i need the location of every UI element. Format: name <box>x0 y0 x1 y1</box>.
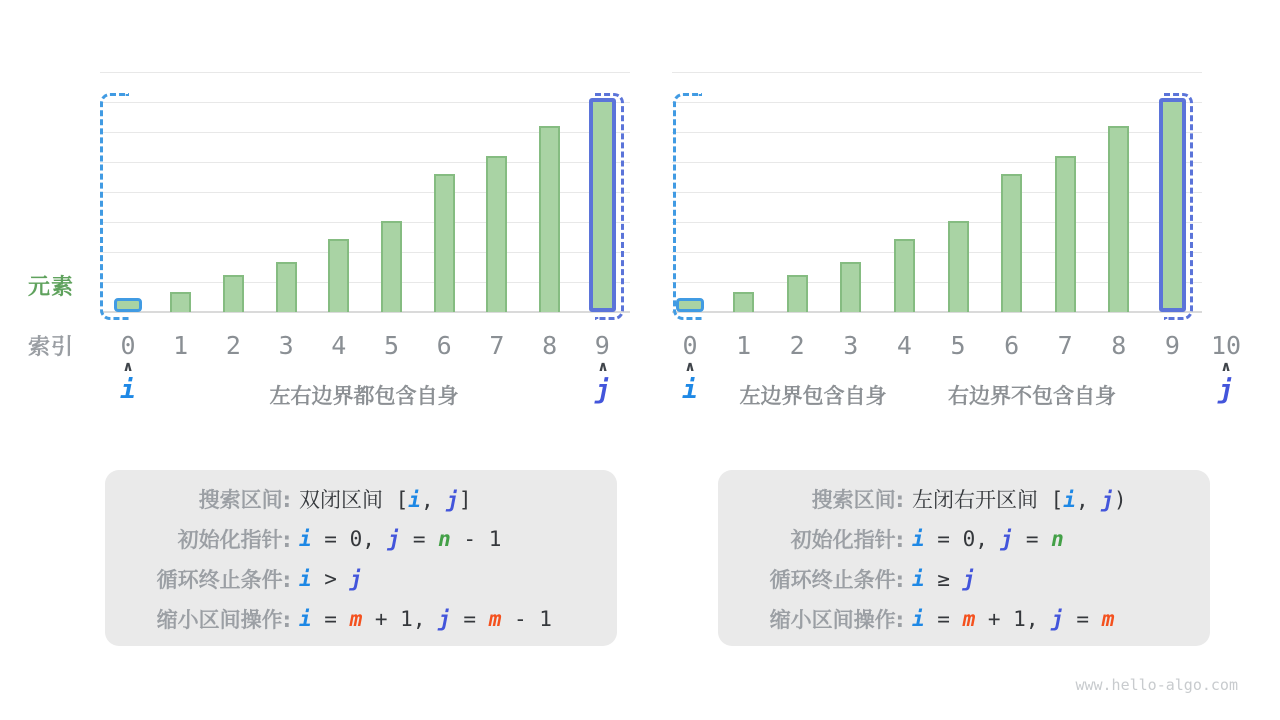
index-label-5: 5 <box>950 331 966 360</box>
formula-row <box>718 479 1210 519</box>
formula-segment: = <box>450 607 489 631</box>
formula-segment: + 1, <box>362 607 439 631</box>
formula-segment: j <box>349 567 363 591</box>
formula-row <box>718 519 1210 559</box>
range-bracket-right-icon <box>1164 93 1193 320</box>
formula-segment: n <box>1051 527 1064 551</box>
formula-segment: i <box>1063 488 1076 512</box>
interval-annotation: 左右边界都包含自身 <box>269 384 459 408</box>
formula-segment: i <box>299 567 312 591</box>
pointer-j-label: j <box>1218 375 1234 405</box>
row-value <box>912 527 1210 551</box>
index-label-3: 3 <box>278 331 294 360</box>
formula-segment: j <box>438 607 451 631</box>
index-axis-label: 索引 <box>28 335 75 360</box>
up-caret-icon: ∧ <box>1220 359 1232 375</box>
up-caret-icon: ∧ <box>597 359 609 375</box>
website-watermark: www.hello-algo.com <box>1075 676 1238 694</box>
formula-segment: i <box>912 607 925 631</box>
row-value <box>912 484 1210 514</box>
row-value <box>912 607 1210 631</box>
array-element-bar-4 <box>328 239 349 312</box>
array-element-bar-4 <box>894 239 915 312</box>
array-element-bar-7 <box>486 156 507 312</box>
array-element-bar-2 <box>787 275 808 312</box>
row-label: 循环终止条件: <box>769 568 904 592</box>
formula-segment: , <box>420 488 447 512</box>
array-element-bar-2 <box>223 275 244 312</box>
row-label: 缩小区间操作: <box>156 608 291 632</box>
formula-segment: - 1 <box>450 527 502 551</box>
index-label-0: 0 <box>682 331 698 360</box>
formula-segment: j <box>1000 527 1014 551</box>
formula-segment: = <box>924 607 963 631</box>
row-label: 缩小区间操作: <box>769 608 904 632</box>
formula-segment: = <box>311 607 350 631</box>
row-label: 搜索区间: <box>198 488 291 512</box>
formula-segment: = <box>1063 607 1102 631</box>
index-label-7: 7 <box>1057 331 1073 360</box>
formula-segment: i <box>912 567 925 591</box>
formula-segment: > <box>311 567 350 591</box>
formula-segment: m <box>1101 607 1115 631</box>
formula-segment: + 1, <box>975 607 1052 631</box>
index-label-2: 2 <box>225 331 241 360</box>
array-element-bar-1 <box>733 292 754 312</box>
index-label-9: 9 <box>1164 331 1180 360</box>
gridline <box>100 102 630 103</box>
formula-row <box>105 519 617 559</box>
formula-segment: m <box>488 607 502 631</box>
formula-segment: j <box>1101 488 1114 512</box>
closed-interval-chart <box>100 72 630 408</box>
range-bracket-left-icon <box>673 93 702 320</box>
half-open-interval-chart <box>672 72 1242 408</box>
formula-segment: j <box>387 527 401 551</box>
index-label-8: 8 <box>1111 331 1127 360</box>
range-bracket-left-icon <box>100 93 129 320</box>
index-label-6: 6 <box>436 331 452 360</box>
array-element-bar-1 <box>170 292 191 312</box>
up-caret-icon: ∧ <box>122 359 134 375</box>
index-label-9: 9 <box>594 331 610 360</box>
formula-segment: m <box>349 607 363 631</box>
half-open-interval-formula-box <box>718 470 1210 646</box>
formula-segment: = <box>400 527 439 551</box>
range-bracket-right-icon <box>595 93 624 320</box>
array-element-bar-3 <box>840 262 861 312</box>
formula-segment: i <box>299 607 312 631</box>
array-element-bar-3 <box>276 262 297 312</box>
formula-segment: j <box>1051 607 1064 631</box>
index-label-0: 0 <box>120 331 136 360</box>
formula-segment: = <box>1013 527 1052 551</box>
row-value <box>299 607 617 631</box>
formula-row <box>718 559 1210 599</box>
formula-segment: i <box>912 527 925 551</box>
left-bound-annotation: 左边界包含自身 <box>739 384 887 408</box>
index-label-7: 7 <box>489 331 505 360</box>
array-element-bar-5 <box>948 221 969 312</box>
formula-row <box>105 599 617 639</box>
closed-interval-formula-box <box>105 470 617 646</box>
element-axis-label: 元素 <box>28 275 75 300</box>
index-label-3: 3 <box>843 331 859 360</box>
index-label-6: 6 <box>1004 331 1020 360</box>
row-label: 搜索区间: <box>811 488 904 512</box>
formula-segment: j <box>962 567 976 591</box>
formula-segment: ≥ <box>924 567 963 591</box>
gridline <box>672 72 1202 73</box>
formula-row <box>718 599 1210 639</box>
formula-row <box>105 559 617 599</box>
formula-segment: n <box>438 527 451 551</box>
array-element-bar-6 <box>1001 174 1022 312</box>
array-element-bar-7 <box>1055 156 1076 312</box>
row-label: 循环终止条件: <box>156 568 291 592</box>
pointer-i-label: i <box>682 375 698 405</box>
index-label-10: 10 <box>1210 331 1242 360</box>
formula-segment: 左闭右开区间 [ <box>912 488 1064 512</box>
array-element-bar-5 <box>381 221 402 312</box>
right-bound-annotation: 右边界不包含自身 <box>948 384 1116 408</box>
array-element-bar-8 <box>1108 126 1129 312</box>
array-element-bar-6 <box>434 174 455 312</box>
formula-segment: - 1 <box>501 607 552 631</box>
row-value <box>299 567 617 591</box>
index-label-5: 5 <box>383 331 400 360</box>
formula-segment: 双闭区间 [ <box>299 488 409 512</box>
pointer-j-label: j <box>595 375 611 405</box>
index-label-2: 2 <box>789 331 805 360</box>
gridline <box>100 72 630 73</box>
formula-segment: , <box>1075 488 1102 512</box>
index-label-1: 1 <box>736 331 752 360</box>
index-label-4: 4 <box>331 331 347 360</box>
pointer-i-label: i <box>120 375 136 405</box>
formula-segment: m <box>962 607 976 631</box>
formula-segment: = 0, <box>924 527 1001 551</box>
formula-segment: ] <box>458 488 472 512</box>
row-value <box>299 527 617 551</box>
index-label-4: 4 <box>896 331 912 360</box>
formula-segment: j <box>446 488 459 512</box>
index-label-8: 8 <box>542 331 558 360</box>
row-label: 初始化指针: <box>177 528 291 552</box>
formula-segment: = 0, <box>311 527 388 551</box>
gridline <box>672 102 1202 103</box>
index-label-1: 1 <box>173 331 189 360</box>
formula-segment: i <box>408 488 421 512</box>
up-caret-icon: ∧ <box>684 359 696 375</box>
array-element-bar-8 <box>539 126 560 312</box>
formula-segment: i <box>299 527 312 551</box>
row-value <box>912 567 1210 591</box>
row-label: 初始化指针: <box>790 528 904 552</box>
formula-row <box>105 479 617 519</box>
formula-segment: ) <box>1113 488 1127 512</box>
row-value <box>299 484 617 514</box>
